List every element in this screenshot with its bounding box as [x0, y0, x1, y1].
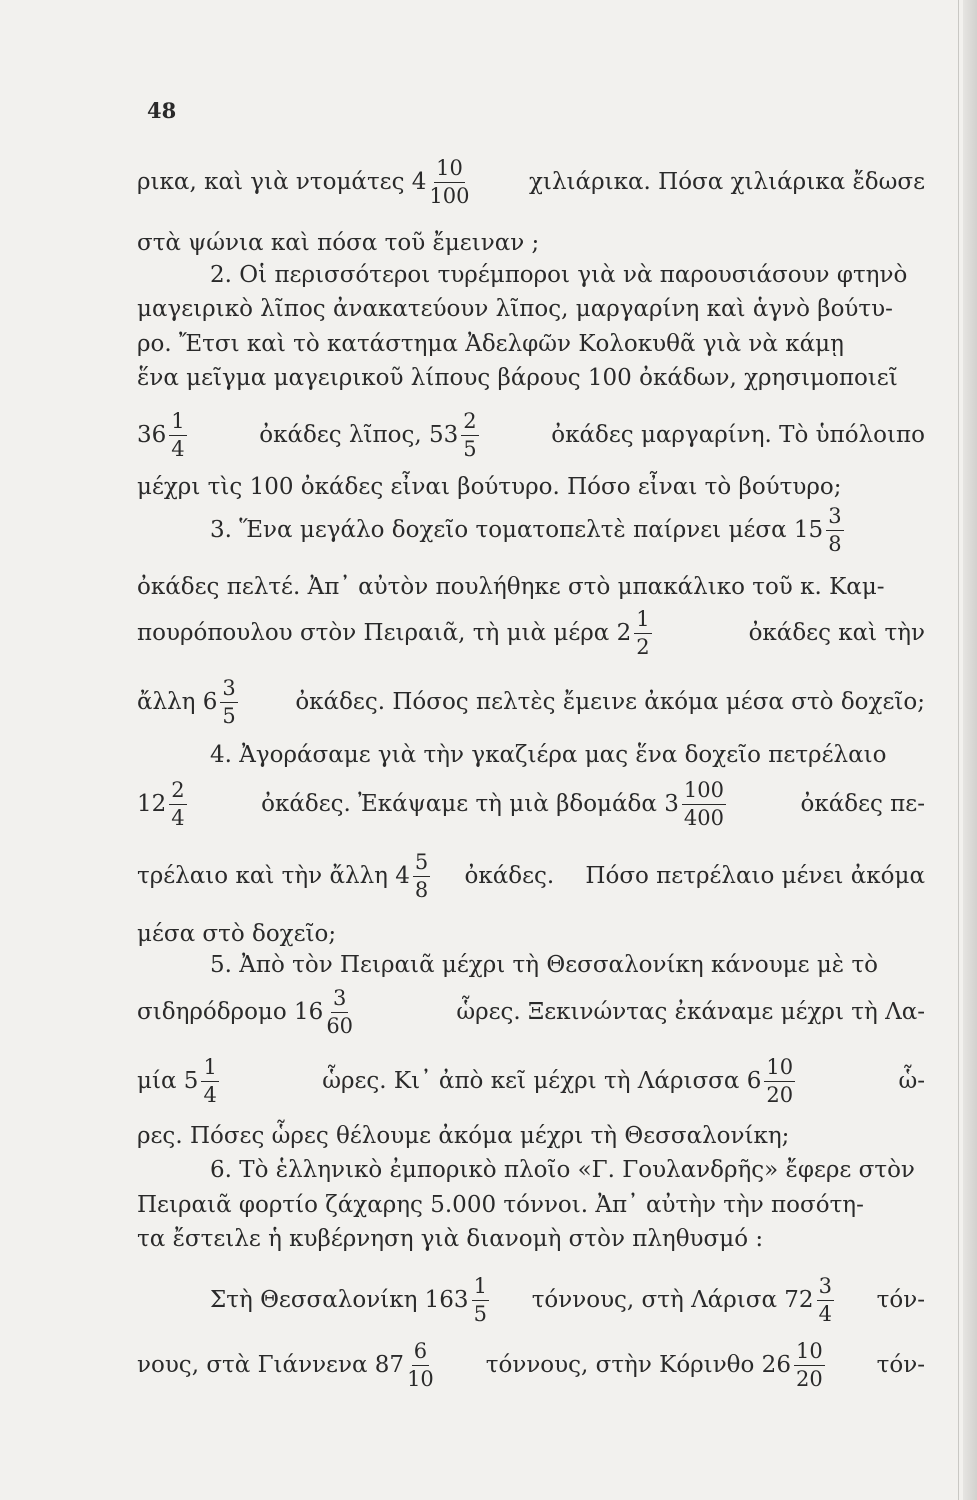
text-segment: τόννους, στὴ Λάρισα 72: [531, 1287, 814, 1313]
fraction-denominator: 20: [795, 1366, 823, 1391]
fraction: [634, 606, 651, 659]
text-line-23: τα ἔστειλε ἡ κυβέρνηση γιὰ διανομὴ στὸν πληθυσμό :: [137, 1226, 764, 1252]
text-line-21: 6. Τὸ ἑλληνικὸ ἐμπορικὸ πλοῖο «Γ. Γουλανδρῆς» ἔφερε στὸν: [210, 1157, 915, 1183]
text-line-2: στὰ ψώνια καὶ πόσα τοῦ ἔμειναν ;: [137, 230, 540, 256]
fraction: [169, 777, 186, 830]
fraction-numerator: 1: [169, 411, 186, 436]
fraction-denominator: 4: [171, 805, 185, 830]
text-line-7: [137, 408, 925, 461]
fraction-numerator: 3: [220, 678, 237, 703]
fraction-numerator: 2: [461, 411, 478, 436]
text-segment: τόννους, στὴν Κόρινθο 26: [485, 1352, 791, 1378]
text-line-10: ὀκάδες πελτέ. Ἀπ᾽ αὐτὸν πουλήθηκε στὸ μπακάλικο τοῦ κ. Καμ-: [137, 574, 885, 600]
fraction-numerator: 10: [764, 1057, 795, 1082]
fraction: [326, 985, 354, 1038]
text-segment: 36: [137, 422, 167, 448]
text-segment: ὀκάδες. Ἐκάψαμε τὴ μιὰ βδομάδα 3: [261, 791, 679, 817]
fraction-numerator: 10: [794, 1341, 825, 1366]
fraction-numerator: 6: [412, 1341, 429, 1366]
fraction-numerator: 1: [201, 1057, 218, 1082]
fraction: [407, 1338, 434, 1391]
fraction-denominator: 4: [818, 1301, 832, 1326]
fraction-denominator: 2: [636, 634, 650, 659]
text-segment: πουρόπουλου στὸν Πειραιᾶ, τὴ μιὰ μέρα 2: [137, 620, 632, 646]
text-line-15: [137, 849, 925, 902]
fraction: [682, 777, 726, 830]
fraction: [413, 849, 430, 902]
fraction-denominator: 5: [222, 703, 236, 728]
text-segment: 12: [137, 791, 167, 817]
fraction: [429, 155, 470, 208]
fraction-numerator: 3: [331, 988, 348, 1013]
text-segment: χιλιάρικα. Πόσα χιλιάρικα ἔδωσε: [529, 169, 925, 195]
fraction-denominator: 60: [326, 1013, 354, 1038]
fraction-denominator: 8: [414, 877, 429, 902]
page-number: 48: [147, 98, 177, 123]
text-line-25: [137, 1338, 925, 1391]
text-segment: Πόσο πετρέλαιο μένει ἀκόμα: [585, 863, 925, 889]
fraction: [220, 675, 237, 728]
text-segment: ρικα, καὶ γιὰ ντομάτες 4: [137, 169, 427, 195]
text-line-9: [210, 503, 925, 556]
fraction-numerator: 10: [434, 158, 465, 183]
text-segment: ὀκάδες. Πόσος πελτὲς ἔμεινε ἀκόμα μέσα στὸ δοχεῖο;: [295, 689, 925, 715]
text-segment: τρέλαιο καὶ τὴν ἄλλη 4: [137, 863, 410, 889]
fraction: [201, 1054, 218, 1107]
fraction-denominator: 8: [828, 531, 842, 556]
text-line-12: [137, 675, 925, 728]
text-segment: ὧρες. Ξεκινώντας ἐκάναμε μέχρι τὴ Λα-: [456, 999, 925, 1025]
text-segment: ὧ-: [898, 1068, 925, 1094]
fraction-denominator: 400: [683, 805, 724, 830]
text-line-11: [137, 606, 925, 659]
fraction: [764, 1054, 795, 1107]
fraction: [794, 1338, 825, 1391]
text-line-22: Πειραιᾶ φορτίο ζάχαρης 5.000 τόννοι. Ἀπ᾽ αὐτὴν τὴν ποσότη-: [137, 1192, 864, 1218]
text-segment: ἄλλη 6: [137, 689, 218, 715]
fraction-denominator: 100: [429, 183, 470, 208]
text-line-8: μέχρι τὶς 100 ὀκάδες εἶναι βούτυρο. Πόσο εἶναι τὸ βούτυρο;: [137, 474, 842, 500]
text-line-3: 2. Οἱ περισσότεροι τυρέμποροι γιὰ νὰ παρουσιάσουν φτηνὸ: [210, 262, 908, 288]
fraction: [461, 408, 478, 461]
fraction-denominator: 5: [473, 1301, 487, 1326]
text-segment: ὀκάδες.: [464, 863, 555, 889]
text-line-14: [137, 777, 925, 830]
page-fold-line: [958, 0, 959, 1500]
fraction-denominator: 10: [407, 1366, 434, 1391]
fraction-denominator: 5: [463, 436, 477, 461]
text-segment: τόν-: [876, 1287, 925, 1313]
fraction: [472, 1273, 489, 1326]
text-segment: τόν-: [876, 1352, 925, 1378]
text-segment: ὀκάδες λῖπος, 53: [259, 422, 459, 448]
text-segment: μία 5: [137, 1068, 199, 1094]
text-segment: ὀκάδες μαργαρίνη. Τὸ ὑπόλοιπο: [551, 422, 925, 448]
text-line-17: 5. Ἀπὸ τὸν Πειραιᾶ μέχρι τὴ Θεσσαλονίκη κάνουμε μὲ τὸ: [210, 952, 879, 978]
text-segment: 3. Ἕνα μεγάλο δοχεῖο τοματοπελτὲ παίρνει μέσα 15: [210, 517, 824, 543]
fraction: [826, 503, 843, 556]
fraction-numerator: 5: [413, 852, 430, 877]
fraction-numerator: 1: [472, 1276, 489, 1301]
fraction-numerator: 100: [682, 780, 726, 805]
text-line-19: [137, 1054, 925, 1107]
page-edge-shadow: [963, 0, 977, 1500]
text-line-16: μέσα στὸ δοχεῖο;: [137, 921, 337, 947]
text-segment: ὧρες. Κι᾽ ἀπὸ κεῖ μέχρι τὴ Λάρισσα 6: [322, 1068, 762, 1094]
fraction-numerator: 1: [634, 609, 651, 634]
text-line-24: [210, 1273, 925, 1326]
text-line-13: 4. Ἀγοράσαμε γιὰ τὴν γκαζιέρα μας ἕνα δοχεῖο πετρέλαιο: [210, 742, 887, 768]
text-segment: ὀκάδες καὶ τὴν: [748, 620, 925, 646]
text-line-1: [137, 155, 925, 208]
fraction-denominator: 20: [766, 1082, 794, 1107]
text-line-6: ἕνα μεῖγμα μαγειρικοῦ λίπους βάρους 100 ὀκάδων, χρησιμοποιεῖ: [137, 365, 898, 391]
text-segment: νους, στὰ Γιάννενα 87: [137, 1352, 405, 1378]
fraction-numerator: 3: [826, 506, 843, 531]
fraction: [169, 408, 186, 461]
text-line-5: ρο. Ἔτσι καὶ τὸ κατάστημα Ἀδελφῶν Κολοκυθᾶ γιὰ νὰ κάμῃ: [137, 331, 844, 357]
text-segment: σιδηρόδρομο 16: [137, 999, 324, 1025]
fraction: [817, 1273, 834, 1326]
fraction-denominator: 4: [203, 1082, 217, 1107]
text-segment: ὀκάδες πε-: [800, 791, 925, 817]
fraction-denominator: 4: [171, 436, 185, 461]
fraction-numerator: 2: [169, 780, 186, 805]
text-line-4: μαγειρικὸ λῖπος ἀνακατεύουν λῖπος, μαργαρίνη καὶ ἁγνὸ βούτυ-: [137, 296, 893, 322]
text-line-18: [137, 985, 925, 1038]
fraction-numerator: 3: [817, 1276, 834, 1301]
text-segment: Στὴ Θεσσαλονίκη 163: [210, 1287, 469, 1313]
text-line-20: ρες. Πόσες ὧρες θέλουμε ἀκόμα μέχρι τὴ Θεσσαλονίκη;: [137, 1123, 790, 1149]
